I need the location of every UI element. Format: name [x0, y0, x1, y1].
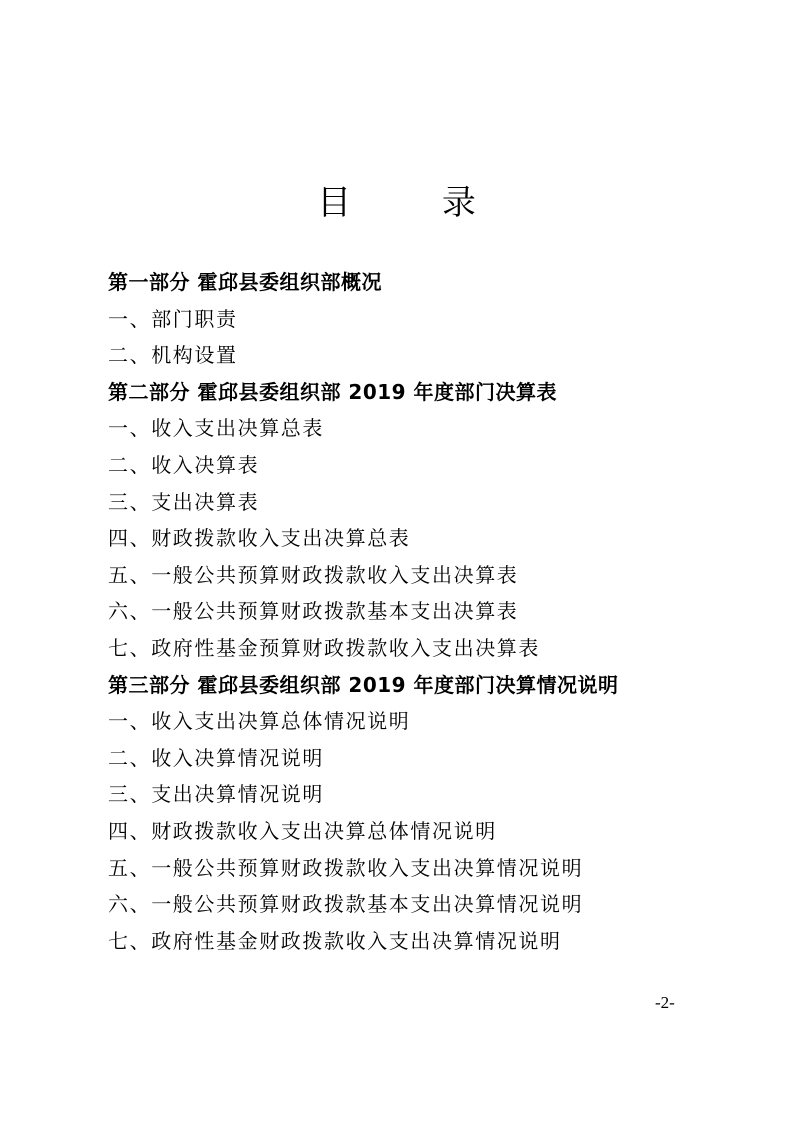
toc-part-3-item-2[interactable]: 二、收入决算情况说明 [108, 745, 324, 770]
toc-part-3-item-6[interactable]: 六、一般公共预算财政拨款基本支出决算情况说明 [108, 892, 584, 917]
toc-part-3-item-5[interactable]: 五、一般公共预算财政拨款收入支出决算情况说明 [108, 855, 584, 880]
page-number: -2- [655, 993, 675, 1012]
toc-part-3-item-3[interactable]: 三、支出决算情况说明 [108, 782, 324, 807]
toc-part-2-heading[interactable]: 第二部分 霍邱县委组织部 2019 年度部门决算表 [108, 379, 558, 404]
toc-part-2-item-5[interactable]: 五、一般公共预算财政拨款收入支出决算表 [108, 562, 519, 587]
toc-part-1-heading[interactable]: 第一部分 霍邱县委组织部概况 [108, 270, 382, 294]
toc-part-2-item-4[interactable]: 四、财政拨款收入支出决算总表 [108, 526, 411, 551]
toc-part-3-item-1[interactable]: 一、收入支出决算总体情况说明 [108, 709, 411, 734]
toc-part-2-item-7[interactable]: 七、政府性基金预算财政拨款收入支出决算表 [108, 635, 540, 660]
toc-part-3-item-4[interactable]: 四、财政拨款收入支出决算总体情况说明 [108, 818, 497, 843]
toc-part-2-item-3[interactable]: 三、支出决算表 [108, 489, 260, 514]
toc-part-3-heading[interactable]: 第三部分 霍邱县委组织部 2019 年度部门决算情况说明 [108, 672, 619, 697]
toc-part-2-item-1[interactable]: 一、收入支出决算总表 [108, 416, 324, 441]
toc-part-2-item-2[interactable]: 二、收入决算表 [108, 452, 260, 477]
toc-part-1-item-1[interactable]: 一、部门职责 [108, 306, 238, 331]
toc-part-3-item-7[interactable]: 七、政府性基金财政拨款收入支出决算情况说明 [108, 928, 562, 953]
toc-part-2-item-6[interactable]: 六、一般公共预算财政拨款基本支出决算表 [108, 599, 519, 624]
page-title: 目 录 [317, 183, 516, 223]
toc-part-1-item-2[interactable]: 二、机构设置 [108, 343, 238, 368]
table-of-contents [108, 264, 728, 959]
